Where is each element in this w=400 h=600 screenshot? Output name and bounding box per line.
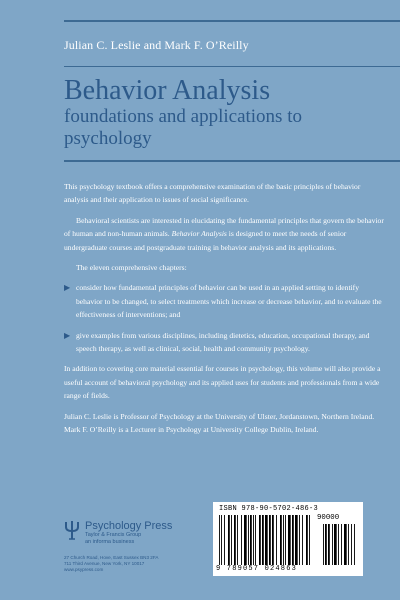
barcode-bar (255, 515, 256, 565)
barcode-bar (265, 515, 268, 565)
barcode-bar (341, 524, 342, 565)
barcode-bar (228, 515, 230, 565)
barcode-bar (276, 515, 277, 565)
barcode-bar (302, 515, 303, 565)
title-emphasis: Behavior Analysis (171, 229, 227, 239)
barcode-bar (334, 524, 337, 565)
barcode-bar (237, 515, 238, 565)
list-item: ▶ give examples from various disciplines, including dietetics, education, occupational therapy, and speech therapy, as well as clinical, social, health and community psychology. (76, 329, 384, 356)
barcode-bar (262, 515, 264, 565)
barcode-bar (269, 515, 271, 565)
isbn-text: ISBN 978-90-5702-486-3 (219, 505, 319, 513)
barcode-bar (292, 515, 294, 565)
authors: Julian C. Leslie and Mark F. O’Reilly (64, 38, 249, 52)
book-subtitle: foundations and applications to psychology (64, 106, 302, 149)
publisher-tagline: an informa business (85, 538, 135, 545)
barcode-bar (219, 515, 220, 565)
barcode-bar (241, 515, 242, 565)
blurb-paragraph: In addition to covering core material essential for courses in psychology, this volume will also provide a useful account of behavioral psychology and its applied uses for students and professionals from a wide range of fields. (64, 364, 381, 401)
publisher-name: Psychology Press (85, 520, 173, 532)
barcode-addon-bars (323, 524, 357, 565)
blurb-paragraph: The eleven comprehensive chapters: (76, 263, 187, 273)
barcode-bar (221, 515, 222, 565)
barcode-bar (253, 515, 254, 565)
book-title: Behavior Analysis (64, 75, 271, 106)
barcode-bar (299, 515, 300, 565)
blurb-paragraph: This psychology textbook offers a comprehensive examination of the basic principles of behavior analysis and their application to issues of social significance. (64, 182, 361, 205)
price-code: 90000 (317, 514, 340, 522)
barcode-bar (280, 515, 282, 565)
blurb-paragraph: Behavioral scientists are interested in elucidating the fundamental principles that govern the behavior of human and non-human animals. Behavior Analysis is designed to meet the needs of senior undergraduate courses and postgraduate training in behavior analysis and its applications. (64, 215, 384, 252)
barcode-bar (344, 524, 347, 565)
barcode-bar (332, 524, 333, 565)
barcode-bar (285, 515, 286, 565)
barcode-digits: 9 789057 024863 (216, 565, 298, 573)
barcode-bar (244, 515, 247, 565)
title-rule (64, 160, 400, 162)
barcode-bar (288, 515, 291, 565)
barcode-bar (309, 515, 310, 565)
barcode-bar (325, 524, 327, 565)
barcode-bars (219, 515, 319, 565)
barcode-bar (338, 524, 339, 565)
publisher-group: Taylor & Francis Group (85, 532, 142, 538)
barcode-bar (272, 515, 274, 565)
author-rule (64, 66, 400, 67)
barcode-bar (248, 515, 249, 565)
top-rule (64, 20, 400, 22)
psi-logo-icon (64, 520, 80, 540)
triangle-bullet-icon: ▶ (64, 283, 71, 293)
blurb (64, 180, 384, 444)
publisher-logo (64, 520, 172, 545)
triangle-bullet-icon: ▶ (64, 330, 71, 340)
barcode-bar (351, 524, 352, 565)
barcode-bar (224, 515, 225, 565)
barcode-bar (354, 524, 355, 565)
author-bio: Julian C. Leslie is Professor of Psychology at the University of Ulster, Jordanstown, Northern Ireland. Mark F. O’Reilly is a Lecturer in Psychology at University College Dublin, Ireland. (64, 411, 375, 435)
publisher-address: 27 Church Road, Hove, East Sussex BN3 2FA 711 Third Avenue, New York, NY 10017 www.psypress.com (64, 555, 159, 572)
barcode-bar (283, 515, 284, 565)
barcode-bar (259, 515, 261, 565)
barcode-bar (250, 515, 252, 565)
barcode-bar (348, 524, 349, 565)
barcode-bar (295, 515, 298, 565)
barcode-bar (306, 515, 308, 565)
list-item: ▶ consider how fundamental principles of behavior can be used in an applied setting to identify behavior to be changed, to select treatments which increase or decrease behavior, and to evaluate the effectiveness of interventions; and (76, 281, 384, 321)
barcode (213, 502, 363, 576)
barcode-bar (231, 515, 232, 565)
barcode-bar (323, 524, 324, 565)
barcode-bar (328, 524, 330, 565)
barcode-bar (234, 515, 236, 565)
